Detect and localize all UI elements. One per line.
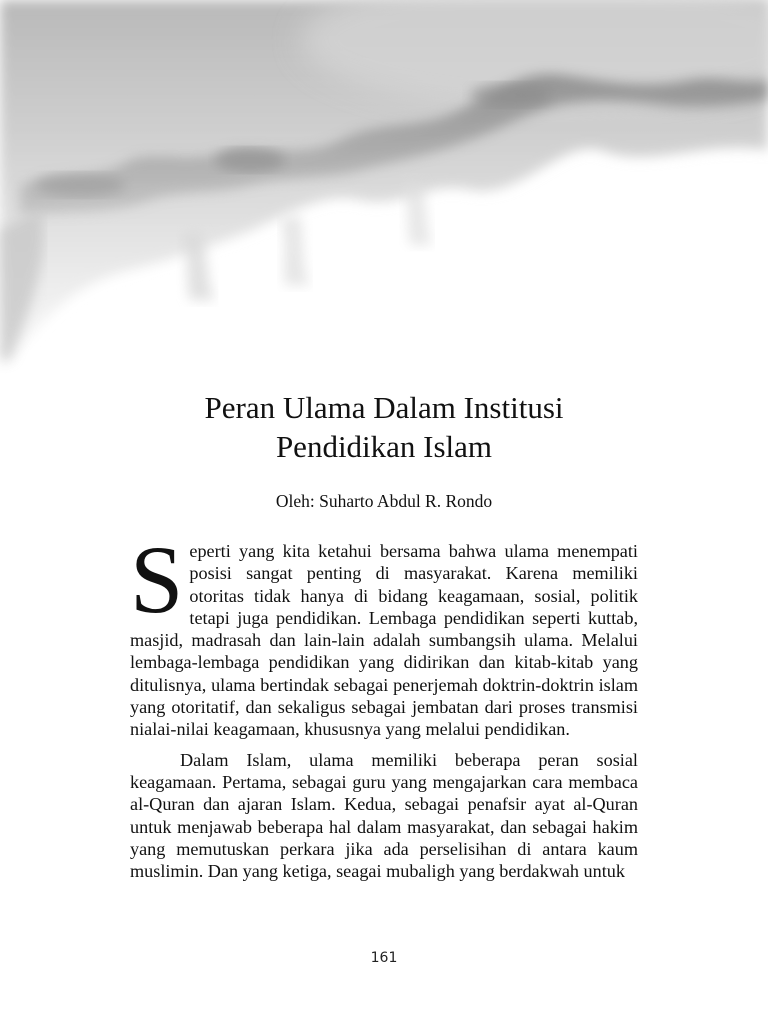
author-byline: Oleh: Suharto Abdul R. Rondo [275,491,493,511]
paragraph-1 [130,526,638,741]
title-line-1: Peran Ulama Dalam Institusi [204,390,564,425]
paragraph-1-text: eperti yang kita ketahui bersama bahwa ulama menempati posisi sangat penting di masyarakat. Karena memiliki otoritas tidak hanya di bidang keagamaan, sosial, politik tetapi juga pendidikan. Lembaga pendidikan seperti kuttab, masjid, madrasah dan lain-lain adalah sumbangsih ulama. Melalui lembaga-lembaga pendidikan yang didirikan dan kitab-kitab yang ditulisnya, ulama bertindak sebagai penerjemah doktrin-doktrin islam yang otoritatif, dan sekaligus sebagai jembatan dari proses transmisi nialai-nilai keagamaan, khususnya yang melalui pendidikan. [130,541,638,740]
title-line-2: Pendidikan Islam [275,429,493,464]
ink-wash-header-image [0,0,768,380]
article-body [130,526,638,882]
paragraph-2 [130,749,638,883]
drop-cap-letter: S [130,526,184,633]
article-title [0,388,768,466]
page-number: 161 [370,950,398,966]
paragraph-2-text: Dalam Islam, ulama memiliki beberapa peran sosial keagamaan. Pertama, sebagai guru yang mengajarkan cara membaca al-Quran dan ajaran Islam. Kedua, sebagai penafsir ayat al-Quran untuk menjawab beberapa hal dalam masyarakat, dan sebagai hakim yang memutuskan perkara jika ada perselisihan di antara kaum muslimin. Dan yang ketiga, seagai mubaligh yang berdakwah untuk [130,749,638,882]
